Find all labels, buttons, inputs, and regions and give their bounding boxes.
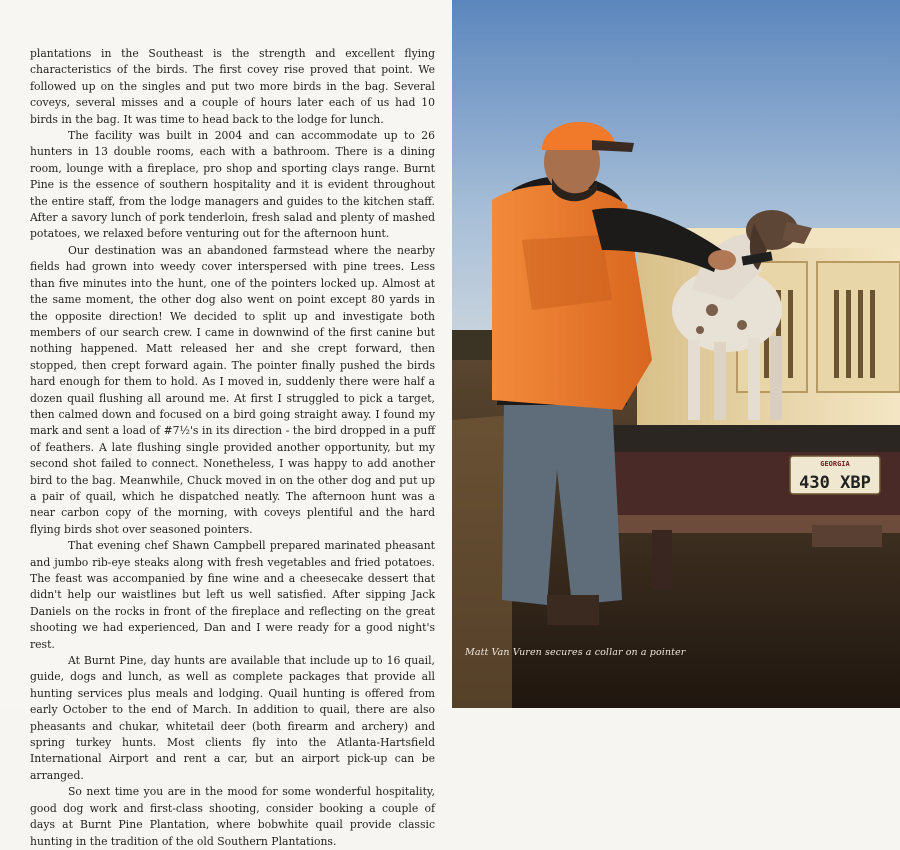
paragraph-6: So next time you are in the mood for some wonderful hospitality, good dog work and first-class shooting, consider booking a couple of days at Burnt Pine Plantation, where bobwhite quail provide classic hunting in the tradition of the old Southern Plantations. (30, 785, 435, 848)
license-plate (790, 456, 880, 494)
plate-number: 430 XBP (799, 473, 871, 493)
paragraph-3: Our destination was an abandoned farmstead where the nearby fields had grown into weedy cover interspersed with pine trees. Less than five minutes into the hunt, one of the pointers locked up. Almost at the same moment, the other dog also went on point except 80 yards in the opposite direction! We decided to split up and investigate both members of our search crew. I came in downwind of the first canine but nothing happened. Matt released her and she crept forward, then stopped, then crept forward again. The pointer finally pushed the birds hard enough for them to hold. As I moved in, suddenly there were half a dozen quail flushing all around me. At first I struggled to pick a target, then calmed down and focused on a bird going straight away. I found my mark and sent a load of #7½'s in its direction - the bird dropped in a puff of feathers. A late flushing single provided another opportunity, but my second shot failed to connect. Nonetheless, I was happy to add another bird to the bag. Meanwhile, Chuck moved in on the other dog and put up a pair of quail, which he dispatched neatly. The afternoon hunt was a near carbon copy of the morning, with coveys plentiful and the hard flying birds shot over seasoned pointers. (30, 243, 435, 536)
plate-state: GEORGIA (820, 460, 850, 468)
paragraph-2: The facility was built in 2004 and can accommodate up to 26 hunters in 13 double rooms, each with a bathroom. There is a dining room, lounge with a fireplace, pro shop and sporting clays range. Burnt Pine is the essence of southern hospitality and it is evident throughout the entire staff, from the lodge managers and guides to the kitchen staff. After a savory lunch of pork tenderloin, fresh salad and plenty of mashed potatoes, we relaxed before venturing out for the afternoon hunt. (30, 129, 435, 241)
article-body (30, 46, 435, 850)
paragraph-4: That evening chef Shawn Campbell prepared marinated pheasant and jumbo rib-eye steaks along with fresh vegetables and fried potatoes. The feast was accompanied by fine wine and a cheesecake dessert that didn't help our waistlines but left us well satisfied. After sipping Jack Daniels on the rocks in front of the fireplace and reflecting on the great shooting we had experienced, Dan and I were ready for a good night's rest. (30, 539, 435, 651)
paragraph-5: At Burnt Pine, day hunts are available that include up to 16 quail, guide, dogs and lunch, as well as complete packages that provide all hunting services plus meals and lodging. Quail hunting is offered from early October to the end of March. In addition to quail, there are also pheasants and chukar, whitetail deer (both firearm and archery) and spring turkey hunts. Most clients fly into the Atlanta-Hartsfield International Airport and rent a car, but an airport pick-up can be arranged. (30, 654, 435, 782)
photo-caption: Matt Van Vuren secures a collar on a pointer (465, 647, 686, 658)
hunter-dog-photo (452, 0, 900, 708)
paragraph-1: plantations in the Southeast is the strength and excellent flying characteristics of the birds. The first covey rise proved that point. We followed up on the singles and put two more birds in the bag. Several coveys, several misses and a couple of hours later each of us had 10 birds in the bag. It was time to head back to the lodge for lunch. (30, 47, 435, 126)
